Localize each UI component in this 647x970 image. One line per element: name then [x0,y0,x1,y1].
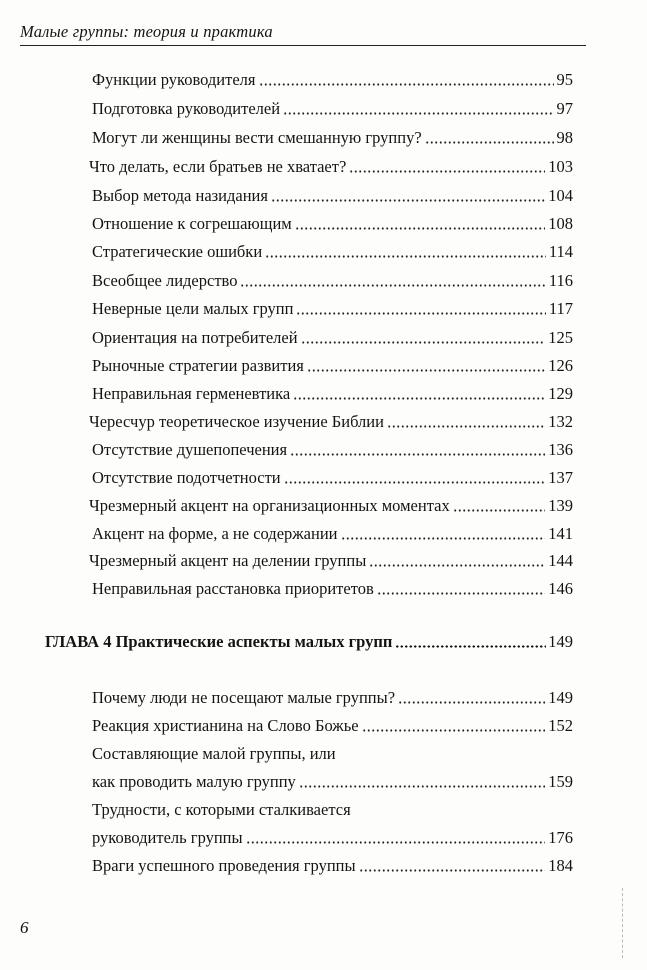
toc-entry-title: Функции руководителя [92,70,256,89]
toc-entry-page: 129 [548,384,573,403]
toc-entry-page: 141 [548,524,573,543]
toc-entry [92,772,573,792]
dot-leader [398,701,545,704]
dot-leader [425,141,554,144]
toc-entry-title: Враги успешного проведения группы [92,856,356,875]
toc-entry-page: 108 [548,214,573,233]
toc-entry [92,186,573,206]
toc-entry [92,524,573,544]
dot-leader [283,112,553,115]
toc-entry-page: 132 [548,412,573,431]
toc-entry-title: Отсутствие подотчетности [92,468,281,487]
toc-entry-page: 117 [548,299,573,318]
toc-entry-page: 146 [548,579,573,598]
toc-entry-page: 98 [556,128,573,147]
toc-entry [92,328,573,348]
dot-leader [299,785,545,788]
toc-entry [92,99,573,119]
toc-entry [92,128,573,148]
toc-entry-title: Стратегические ошибки [92,242,263,261]
toc-entry-page: 159 [548,772,573,791]
dot-leader [271,199,545,202]
toc-entry-title: Отсутствие душепопечения [92,440,288,459]
dot-leader [341,537,546,540]
toc-entry [92,856,573,876]
toc-entry-title: Неправильная герменевтика [92,384,291,403]
toc-entry-page: 137 [548,468,573,487]
toc-entry [92,271,573,291]
dot-leader [296,312,545,315]
toc-entry-title: Чрезмерный акцент на организационных моментах [89,496,450,515]
toc-entry [89,412,573,432]
toc-entry-title: Всеобщее лидерство [92,271,238,290]
toc-entry-page: 152 [548,716,573,735]
toc-entry [92,214,573,234]
chapter-page: 149 [548,632,573,651]
toc-entry-page: 116 [548,271,573,290]
toc-entry-title: Акцент на форме, а не содержании [92,524,338,543]
dot-leader [395,645,546,648]
toc-entry-page: 97 [556,99,573,118]
dot-leader [349,170,545,173]
toc-entry-title-line1: Трудности, с которыми сталкивается [92,800,351,819]
toc-entry-title: Отношение к согрешающим [92,214,292,233]
toc-entry [92,716,573,736]
toc-entry [89,496,573,516]
toc-entry [92,440,573,460]
chapter-heading [45,632,573,652]
toc-entry-title: руководитель группы [92,828,243,847]
toc-entry [92,299,573,319]
toc-entry-title: Почему люди не посещают малые группы? [92,688,396,707]
toc-entry-title: Выбор метода назидания [92,186,268,205]
toc-entry-page: 104 [548,186,573,205]
toc-entry [92,579,573,599]
toc-entry [92,384,573,404]
toc-entry-page: 136 [548,440,573,459]
scan-edge-mark [622,888,624,958]
toc-entry-page: 126 [548,356,573,375]
dot-leader [377,592,546,595]
toc-entry-title: Неверные цели малых групп [92,299,294,318]
dot-leader [246,841,546,844]
toc-entry-page: 125 [548,328,573,347]
page-number: 6 [20,918,29,937]
toc-entry-title: Ориентация на потребителей [92,328,298,347]
dot-leader [359,869,546,872]
toc-entry-title: Неправильная расстановка приоритетов [92,579,374,598]
toc-entry-title: Могут ли женщины вести смешанную группу? [92,128,422,147]
dot-leader [240,284,545,287]
dot-leader [307,369,545,372]
toc-entry-page: 139 [548,496,573,515]
toc-entry [92,688,573,708]
toc-entry-title: Чересчур теоретическое изучение Библии [89,412,384,431]
toc-entry-page: 149 [548,688,573,707]
dot-leader [453,509,546,512]
toc-entry-title: Рыночные стратегии развития [92,356,304,375]
dot-leader [293,397,545,400]
toc-entry [89,157,573,177]
dot-leader [362,729,546,732]
dot-leader [369,564,545,567]
toc-entry-page: 95 [556,70,573,89]
dot-leader [290,453,545,456]
dot-leader [265,255,546,258]
toc-entry [92,242,573,262]
toc-entry-page: 144 [548,551,573,570]
dot-leader [284,481,546,484]
dot-leader [295,227,546,230]
toc-entry-page: 176 [548,828,573,847]
dot-leader [387,425,545,428]
toc-entry-title: Чрезмерный акцент на делении группы [89,551,367,570]
toc-entry [92,828,573,848]
toc-entry-title: Реакция христианина на Слово Божье [92,716,359,735]
header-rule [20,45,586,46]
dot-leader [259,83,554,86]
running-header: Малые группы: теория и практика [20,22,273,41]
toc-entry-page: 103 [548,157,573,176]
toc-entry [92,356,573,376]
toc-entry-title: Что делать, если братьев не хватает? [89,157,347,176]
toc-entry-title: Подготовка руководителей [92,99,281,118]
chapter-title: ГЛАВА 4 Практические аспекты малых групп [45,632,393,651]
toc-entry-page: 184 [548,856,573,875]
toc-entry-title: как проводить малую группу [92,772,296,791]
toc-entry-page: 114 [548,242,573,261]
toc-entry [89,551,573,571]
toc-entry [92,70,573,90]
dot-leader [301,341,546,344]
toc-entry [92,468,573,488]
toc-entry-title-line1: Составляющие малой группы, или [92,744,336,763]
